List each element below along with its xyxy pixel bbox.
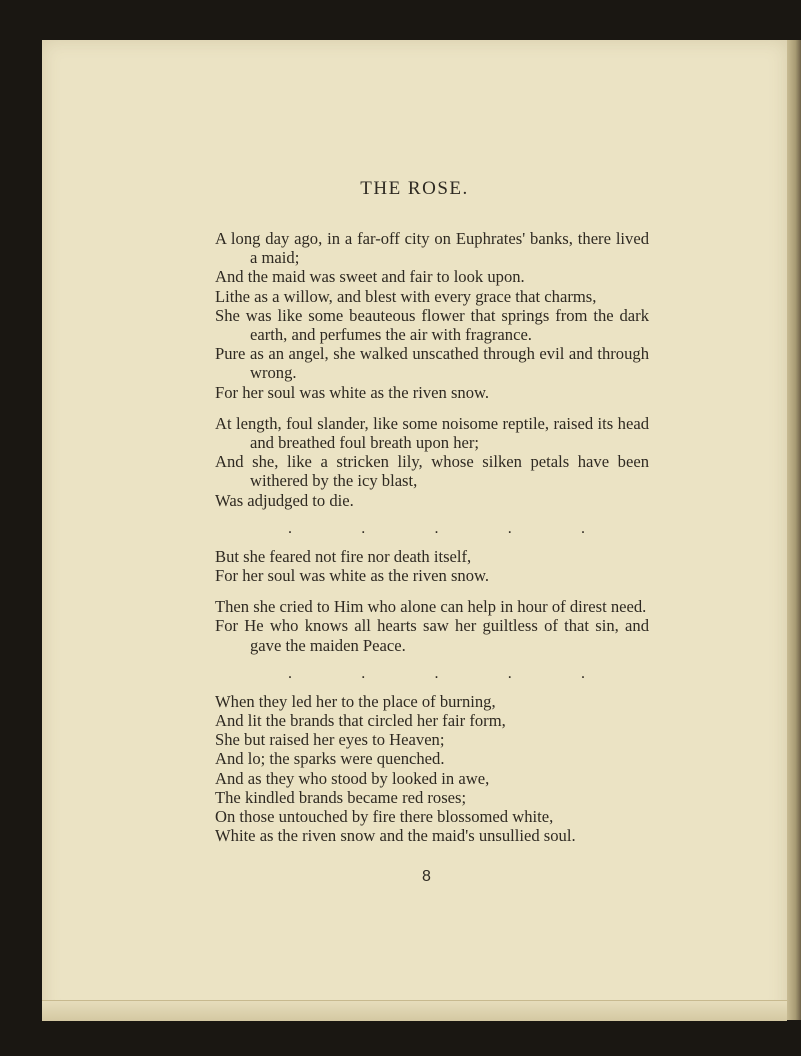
poem-line: Lithe as a willow, and blest with every grace that charms, <box>215 286 597 306</box>
section-separator: . . . . . <box>288 664 585 682</box>
poem-line: White as the riven snow and the maid's unsullied soul. <box>215 826 576 846</box>
poem-line: And she, like a stricken lily, whose silken petals have been withered by the icy blast, <box>215 452 649 491</box>
poem-line: And the maid was sweet and fair to look upon. <box>215 267 525 287</box>
poem-line: At length, foul slander, like some noisome reptile, raised its head and breathed foul breath upon her; <box>215 413 649 453</box>
poem-line: On those untouched by fire there blossomed white, <box>215 807 554 827</box>
poem-line: A long day ago, in a far-off city on Euphrates' banks, there lived a maid; <box>215 229 649 268</box>
stanza-5 <box>215 692 649 846</box>
poem-title: THE ROSE. <box>360 178 469 199</box>
stanza-1 <box>215 229 649 402</box>
section-separator: . . . . . <box>288 519 585 537</box>
stanza-2 <box>215 414 649 510</box>
poem-line: She but raised her eyes to Heaven; <box>215 730 445 750</box>
poem-line: And lo; the sparks were quenched. <box>215 749 445 769</box>
page-bottom-edge <box>42 1000 787 1021</box>
poem-line: But she feared not fire nor death itself, <box>215 546 472 566</box>
poem-line: Pure as an angel, she walked unscathed through evil and through wrong. <box>215 344 649 383</box>
poem-line: For her soul was white as the riven snow. <box>215 382 490 402</box>
poem-line: For He who knows all hearts saw her guiltless of that sin, and gave the maiden Peace. <box>215 616 649 655</box>
poem-line: And lit the brands that circled her fair form, <box>215 711 506 731</box>
page-number: 8 <box>422 868 431 885</box>
poem-line: When they led her to the place of burning, <box>215 691 496 711</box>
poem-line: Was adjudged to die. <box>215 490 354 510</box>
poem-line: She was like some beauteous flower that springs from the dark earth, and perfumes the air with fragrance. <box>215 305 649 345</box>
poem-line: The kindled brands became red roses; <box>215 787 467 807</box>
stanza-3 <box>215 547 649 585</box>
poem-line: For her soul was white as the riven snow. <box>215 566 490 586</box>
stanza-4 <box>215 597 649 655</box>
poem-line: And as they who stood by looked in awe, <box>215 768 490 788</box>
poem-line: Then she cried to Him who alone can help in hour of direst need. <box>215 597 647 617</box>
poem-body <box>215 229 649 857</box>
